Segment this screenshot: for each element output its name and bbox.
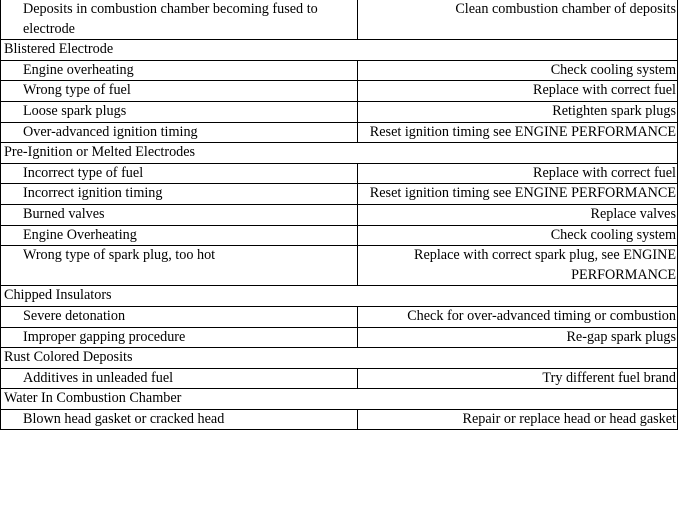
correction-cell: Check cooling system [358,60,678,81]
condition-cell: Wrong type of spark plug, too hot [1,246,358,286]
correction-cell: Replace with correct fuel [358,163,678,184]
table-row [1,306,678,327]
correction-cell: Reset ignition timing see ENGINE PERFORMANCE [358,122,678,143]
section-title: Pre-Ignition or Melted Electrodes [1,143,678,164]
section-title: Rust Colored Deposits [1,348,678,369]
table-row [1,246,678,286]
condition-cell: Over-advanced ignition timing [1,122,358,143]
condition-cell: Burned valves [1,204,358,225]
correction-cell: Replace valves [358,204,678,225]
correction-cell: Retighten spark plugs [358,101,678,122]
correction-cell: Repair or replace head or head gasket [358,409,678,430]
table-row [1,101,678,122]
correction-cell: Replace with correct spark plug, see ENGINE PERFORMANCE [358,246,678,286]
condition-cell: Engine overheating [1,60,358,81]
section-title: Water In Combustion Chamber [1,389,678,410]
table-row [1,184,678,205]
table-row [1,122,678,143]
correction-cell: Reset ignition timing see ENGINE PERFORMANCE [358,184,678,205]
section-header-row [1,286,678,307]
correction-cell: Check cooling system [358,225,678,246]
condition-cell: Incorrect type of fuel [1,163,358,184]
section-header-row [1,348,678,369]
section-header-row [1,389,678,410]
table-row [1,81,678,102]
table-body [1,0,678,430]
condition-cell: Deposits in combustion chamber becoming fused to electrode [1,0,358,40]
table-row [1,368,678,389]
section-title: Chipped Insulators [1,286,678,307]
table-row [1,0,678,40]
condition-cell: Loose spark plugs [1,101,358,122]
correction-cell: Check for over-advanced timing or combustion [358,306,678,327]
table-row [1,327,678,348]
section-title: Blistered Electrode [1,40,678,61]
condition-cell: Wrong type of fuel [1,81,358,102]
section-header-row [1,143,678,164]
section-header-row [1,40,678,61]
condition-cell: Engine Overheating [1,225,358,246]
table-row [1,163,678,184]
correction-cell: Replace with correct fuel [358,81,678,102]
table-row [1,409,678,430]
condition-cell: Improper gapping procedure [1,327,358,348]
condition-cell: Incorrect ignition timing [1,184,358,205]
correction-cell: Re-gap spark plugs [358,327,678,348]
condition-cell: Blown head gasket or cracked head [1,409,358,430]
correction-cell: Try different fuel brand [358,368,678,389]
condition-cell: Severe detonation [1,306,358,327]
table-row [1,204,678,225]
correction-cell: Clean combustion chamber of deposits [358,0,678,40]
condition-cell: Additives in unleaded fuel [1,368,358,389]
table-row [1,225,678,246]
table-row [1,60,678,81]
